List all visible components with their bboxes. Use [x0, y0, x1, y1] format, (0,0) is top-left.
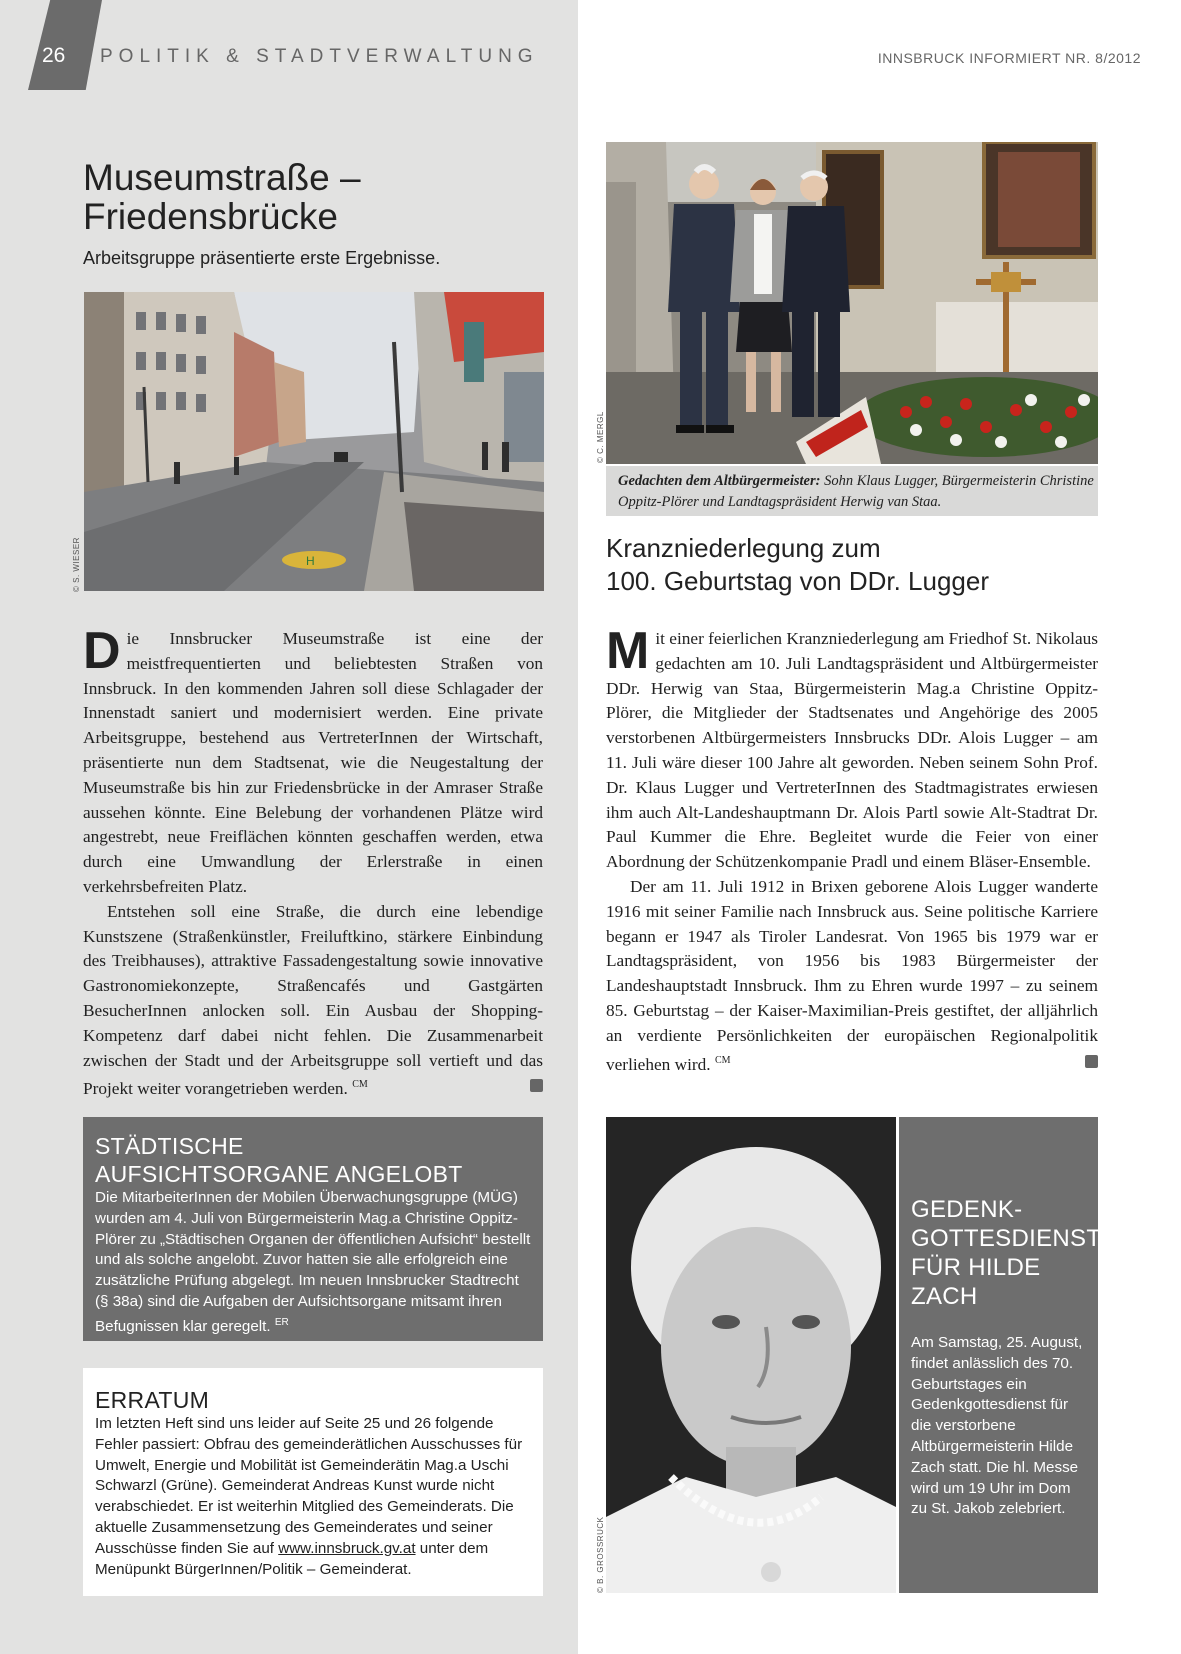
right-article-title [606, 532, 1086, 598]
author-initials: ER [274, 1316, 289, 1328]
dropcap: D [83, 622, 121, 680]
svg-text:H: H [306, 554, 315, 568]
title-line: 100. Geburtstag von DDr. Lugger [606, 566, 990, 596]
photo-caption [606, 466, 1098, 516]
paragraph: ie Innsbrucker Museumstraße ist eine der meistfrequentierten und beliebtesten Straßen von Innsbruck. In den kommenden Jahren soll diese Schlagader der Innenstadt saniert und modernisiert werden. Eine private Arbeitsgruppe, bestehend aus VertreterInnen der Wirtschaft, präsentierte nun dem Stadtsenat, wie die Neugestaltung der Museumstraße bis hin zur Friedensbrücke in der Amraser Straße aussehen könnte. Eine Belebung der vorhandenen Plätze wird angestrebt, neue Freiflächen könnten geschaffen werden, etwa durch eine Umwandlung der Erlerstraße in einen verkehrsbefreiten Platz. [83, 629, 543, 896]
author-initials: CM [352, 1079, 368, 1091]
page-number: 26 [42, 44, 66, 67]
caption-text: Sohn Klaus Lugger, Bürgermeisterin Christine Oppitz-Plörer und Landtagspräsident Herwig van Staa. [618, 473, 1094, 510]
erratum-box [83, 1368, 543, 1596]
photo-credit: © B. GROSSRUCK [596, 1516, 605, 1593]
author-initials: CM [714, 1054, 731, 1066]
title-line: ZACH [911, 1283, 978, 1310]
title-line: FÜR HILDE [911, 1254, 1041, 1281]
title-line: GOTTESDIENST [911, 1225, 1102, 1252]
paragraph: it einer feierlichen Kranzniederlegung am Friedhof St. Nikolaus gedachten am 10. Juli Landtagspräsident und Altbürgermeister DDr. Herwig van Staa, Bürgermeisterin Mag.a Christine Oppitz-Plörer, die Mitglieder der Stadtsenates und Angehörige des 2005 verstorbenen Altbürgermeisters Innsbrucks DDr. Alois Lugger – am 11. Juli wäre dieser 100 Jahre alt geworden. Neben seinem Sohn Prof. Dr. Klaus Lugger und VertreterInnen des Stadtmagistrates erwiesen ihm auch Alt-Landeshauptmann Dr. Alois Partl sowie Alt-Stadtrat Dr. Paul Kummer die Ehre. Begleitet wurde die Feier von einer Abordnung der Schützenkompanie Pradl und einem Bläser-Ensemble. [606, 629, 1098, 872]
end-square [1085, 1055, 1098, 1068]
title-line: Museumstraße – [83, 157, 361, 198]
title-line: GEDENK- [911, 1196, 1023, 1223]
box-title [95, 1132, 531, 1188]
paragraph: Entstehen soll eine Straße, die durch eine lebendige Kunstszene (Straßenkünstler, Freiluftkino, stärkere Einbindung des Treibhauses), attraktive Fassadengestaltung sowie innovative Gastronomiekonzepte, Straßencafés und Gastgärten BesucherInnen anlocken soll. Ein Ausbau der Shopping-Kompetenz darf dabei nicht fehlen. Die Zusammenarbeit zwischen der Stadt und der Arbeitsgruppe soll vertieft und das Projekt weiter vorangetrieben werden. [83, 901, 543, 1099]
photo-credit: © C. MERGL [596, 411, 605, 463]
box-paragraph: Die MitarbeiterInnen der Mobilen Überwachungsgruppe (MÜG) wurden am 4. Juli von Bürgermeisterin Mag.a Christine Oppitz-Plörer zu „Städtischen Organen der öffentlichen Aufsicht“ bestellt und als solche angelobt. Zuvor hatten sie alle erfolgreich eine zusätzliche Prüfung abgelegt. Im neuen Innsbrucker Stadtrecht (§ 38a) sind die Aufgaben der Aufsichtsorgane mitsamt ihren Befugnissen klar geregelt. [95, 1189, 531, 1335]
box-paragraph: unter dem Menüpunkt BürgerInnen/Politik – Gemeinderat. [95, 1539, 489, 1578]
title-line: AUFSICHTSORGANE ANGELOBT [95, 1161, 463, 1187]
issue-label: INNSBRUCK INFORMIERT NR. 8/2012 [877, 50, 1141, 66]
left-article-subtitle: Arbeitsgruppe präsentierte erste Ergebnisse. [83, 248, 441, 268]
title-line: STÄDTISCHE [95, 1133, 244, 1159]
website-link[interactable]: www.innsbruck.gv.at [278, 1539, 416, 1557]
portrait-photo [606, 1117, 896, 1593]
ceremony-photo [606, 142, 1098, 464]
left-article-title [83, 158, 523, 236]
box-title: ERRATUM [95, 1387, 210, 1413]
box-paragraph: Im letzten Heft sind uns leider auf Seite 25 und 26 folgende Fehler passiert: Obfrau des gemeinderätlichen Ausschusses für Umwelt, Energie und Mobilität ist Gemeinderätin Mag.a Uschi Schwarzl (Grüne). Gemeinderat Andreas Kunst wurde nicht verabschiedet. Er ist weiterhin Mitglied des Gemeinderats. Die aktuelle Zusammensetzung des Gemeinderates und seiner Ausschüsse finden Sie auf [95, 1415, 523, 1557]
caption-lead: Gedachten dem Altbürgermeister: [618, 473, 821, 489]
box-title [911, 1195, 1102, 1311]
street-photo [84, 292, 544, 591]
left-article-body [83, 622, 543, 1102]
end-square [530, 1079, 543, 1092]
title-line: Kranzniederlegung zum [606, 533, 881, 563]
paragraph: Der am 11. Juli 1912 in Brixen geborene Alois Lugger wanderte 1916 mit seiner Familie nach Innsbruck aus. Seine politische Karriere begann er 1947 als Tiroler Landesrat. Von 1965 bis 1979 war er Landtagspräsident, von 1956 bis 1983 Bürgermeister der Landeshauptstadt Innsbruck. Ihm zu Ehren wurde 1997 – zu seinem 85. Geburtstag – der Kaiser-Maximilian-Preis gestiftet, der alljährlich an verdiente Persönlichkeiten der europäischen Regionalpolitik verliehen wird. [606, 876, 1098, 1074]
right-article-body [606, 622, 1098, 1077]
box-text: Am Samstag, 25. August, findet anlässlich des 70. Geburtstages ein Gedenkgottesdienst für die verstorbene Altbürgermeisterin Hilde Zach statt. Die hl. Messe wird um 19 Uhr im Dom zu St. Jakob zelebriert. [911, 1334, 1083, 1518]
gedenk-box [899, 1117, 1102, 1593]
box-text [95, 1414, 531, 1580]
aufsicht-box [83, 1117, 543, 1341]
title-line: Friedensbrücke [83, 196, 339, 237]
photo-credit: © S. WIESER [72, 537, 81, 592]
section-title: POLITIK & STADTVERWALTUNG [100, 46, 539, 67]
dropcap: M [606, 622, 650, 680]
box-text [95, 1188, 531, 1338]
